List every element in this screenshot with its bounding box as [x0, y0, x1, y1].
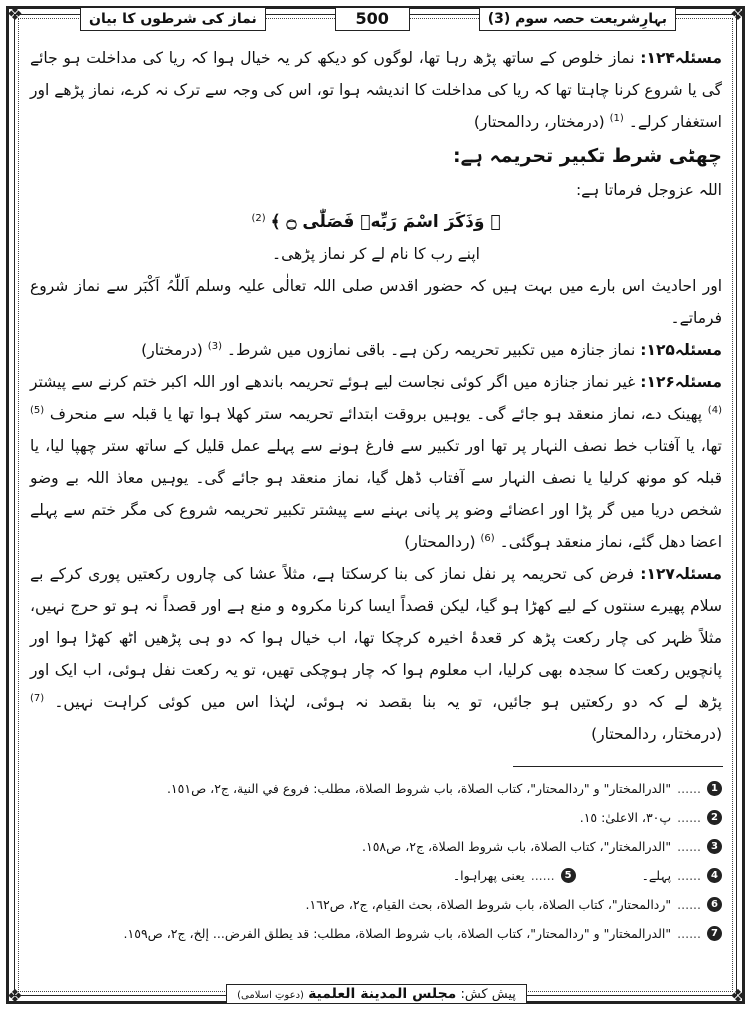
masala-label: مسئلہ۱۲۵:: [640, 341, 722, 359]
masala-text: غیر نماز جنازہ میں اگر کوئی نجاست لیے ہوئے تحریمہ باندھے اور اللہ اکبر ختم کرنے سے پیشتر: [30, 373, 636, 391]
masala-127: [30, 558, 722, 750]
footnote-ref: (6): [480, 532, 495, 544]
footnote-text: پہلے۔: [641, 868, 672, 883]
footnote-separator: [513, 766, 723, 767]
corner-ornament-bottom-left: ❖: [6, 986, 24, 1007]
footnote-item: [30, 774, 722, 803]
footnote-number: 1: [707, 781, 722, 796]
footnote-number: 2: [707, 810, 722, 825]
footnotes: [30, 774, 722, 948]
footnote-dots: ......: [677, 781, 701, 796]
footnote-text: "الدرالمختار" و "ردالمحتار"، كتاب الصلاة، باب شروط الصلاة، مطلب: فروع في النية، ج٢، ص١٥١.: [166, 781, 672, 796]
source-ref: (درمختار، ردالمحتار): [591, 725, 722, 743]
footnote-number: 5: [561, 868, 576, 883]
quran-verse: [30, 206, 722, 238]
ayah-text: ﴿ وَذَكَرَ اسْمَ رَبِّهٖ فَصَلّٰى ۝ ﴾: [270, 212, 501, 232]
masala-124: [30, 42, 722, 138]
hadith-line: اور احادیث اس بارے میں بہت ہیں کہ حضور اقدس صلی اللہ تعالٰی علیہ وسلم اَللّٰہُ اَکْبَر سے نماز شروع فرماتے۔: [30, 277, 722, 327]
footnote-dots: ......: [677, 868, 701, 883]
footnote-dots: ......: [530, 868, 555, 883]
footnote-number: 4: [707, 868, 722, 883]
footnote-ref: (5): [30, 404, 45, 416]
chapter-title: نماز کی شرطوں کا بیان: [80, 7, 266, 31]
footer-prefix: پیش کش:: [460, 987, 516, 1002]
book-title: بہارِشریعت حصہ سوم (3): [479, 7, 676, 31]
masala-126: [30, 366, 722, 558]
source-ref: (درمختار): [141, 341, 203, 359]
footnote-ref: (7): [30, 692, 45, 704]
footnote-item: [30, 919, 722, 948]
footnote-item: [30, 861, 722, 890]
main-text: [30, 42, 722, 750]
footnote-text: "الدرالمختار"، كتاب الصلاة، باب شروط الصلاة، ج٢، ص١٥٨.: [362, 839, 672, 854]
footnote-ref: (3): [207, 340, 222, 352]
footnote-item: [30, 890, 722, 919]
masala-label: مسئلہ۱۲۷:: [640, 565, 722, 583]
footnote-dots: ......: [677, 897, 701, 912]
page-header: [80, 6, 676, 32]
publisher-box: [226, 984, 527, 1004]
footnote-ref: (4): [707, 404, 722, 416]
footnote-text: "ردالمحتار"، كتاب الصلاة، باب شروط الصلاة، بحث القيام، ج٢، ص١٦٢.: [305, 897, 672, 912]
footnote-dots: ......: [677, 810, 701, 825]
masala-text-cont: پھینک دے، نماز منعقد ہو جائے گی۔ یوہیں بروقت ابتدائے تحریمہ ستر کھلا ہوا تھا یا قبلہ سے منحرف: [49, 405, 703, 423]
masala-label: مسئلہ۱۲۶:: [640, 373, 722, 391]
publisher-name: مجلس المدينة العلمية: [308, 986, 457, 1002]
intro-line: اللہ عزوجل فرماتا ہے:: [575, 181, 722, 199]
section-heading: چھٹی شرط تکبیر تحریمہ ہے:: [453, 145, 722, 167]
footnote-number: 3: [707, 839, 722, 854]
source-ref: (ردالمحتار): [404, 533, 476, 551]
footnote-number: 7: [707, 926, 722, 941]
corner-ornament-top-right: ❖: [729, 4, 747, 25]
footnote-item: [30, 803, 722, 832]
masala-125: [30, 334, 722, 366]
footnote-text: پ٣٠، الاعلیٰ: ١٥.: [579, 810, 672, 825]
masala-text: نماز جنازہ میں تکبیر تحریمہ رکن ہے۔ باقی نمازوں میں شرط۔: [226, 341, 636, 359]
publisher-subtitle: (دعوتِ اسلامی): [237, 990, 304, 1001]
footnote-text: "الدرالمختار" و "ردالمحتار"، كتاب الصلاة، باب شروط الصلاة، مطلب: قد يطلق الفرض... إلخ، ج٢، ص١٥٩.: [123, 926, 672, 941]
page-footer: [0, 984, 753, 1004]
footnote-ref: (1): [609, 112, 624, 124]
footnote-number: 6: [707, 897, 722, 912]
masala-text: نماز خلوص کے ساتھ پڑھ رہا تھا، لوگوں کو دیکھ کر یہ خیال ہوا کہ ریا کی مداخلت ہو جائے گی یا شروع کرنا چاہتا تھا کہ ریا کی مداخلت کا اندیشہ ہوا تو، اس کی وجہ سے ترک نہ کرے، نماز پڑھے اور استغفار کرلے۔: [30, 49, 722, 131]
footnote-dots: ......: [677, 839, 701, 854]
footnote-text: یعنی پھراہوا۔: [452, 868, 525, 883]
footnote-item: [30, 832, 722, 861]
footnote-dots: ......: [677, 926, 701, 941]
page-number: 500: [335, 7, 410, 31]
verse-translation: اپنے رب کا نام لے کر نماز پڑھی۔: [272, 245, 480, 263]
corner-ornament-top-left: ❖: [6, 4, 24, 25]
masala-text: فرض کی تحریمہ پر نفل نماز کی بنا کرسکتا ہے، مثلاً عشا کی چاروں رکعتیں پوری کرکے بے سلام پھیرے سنتوں کے لیے کھڑا ہو گیا، لیکن قصداً ایسا کرنا مکروہ و منع ہے اور قصداً نہ ہو تو حرج نہیں، مثلاً ظہر کی چار رکعت پڑھ کر قعدۂ اخیرہ کرچکا تھا، اب خیال ہوا کہ دو ہی پڑھیں اٹھ کھڑا ہوا اور پانچویں رکعت کا سجدہ بھی کرلیا، اب معلوم ہوا کہ چار ہوچکی تھیں، تو یہ رکعت نفل ہوئی، اب ایک اور پڑھ لے کہ دو رکعتیں ہو جائیں، تو یہ بنا بقصد نہ ہوئی، لہٰذا اس میں کوئی کراہت نہیں۔: [30, 565, 722, 711]
masala-label: مسئلہ۱۲۴:: [640, 49, 722, 67]
corner-ornament-bottom-right: ❖: [729, 986, 747, 1007]
masala-text-cont: تھا، یا آفتاب خط نصف النہار پر تھا اور تکبیر سے فارغ ہونے سے پہلے عمل قلیل کے ساتھ ستر چھپا لیا، یا قبلہ کو مونھ کرلیا یا نصف النہار سے آفتاب ڈھل گیا، نماز منعقد ہو جائے گی۔ یوہیں معاذ اللہ بے وضو شخص دریا میں گر پڑا اور اعضائے وضو پر پانی بہنے سے پیشتر تکبیر تحریمہ شروع کی مگر ختم سے پہلے اعضا دھل گئے، نماز منعقد ہوگئی۔: [30, 437, 722, 551]
source-ref: (درمختار، ردالمحتار): [473, 113, 605, 131]
footnote-ref: (2): [251, 212, 266, 224]
